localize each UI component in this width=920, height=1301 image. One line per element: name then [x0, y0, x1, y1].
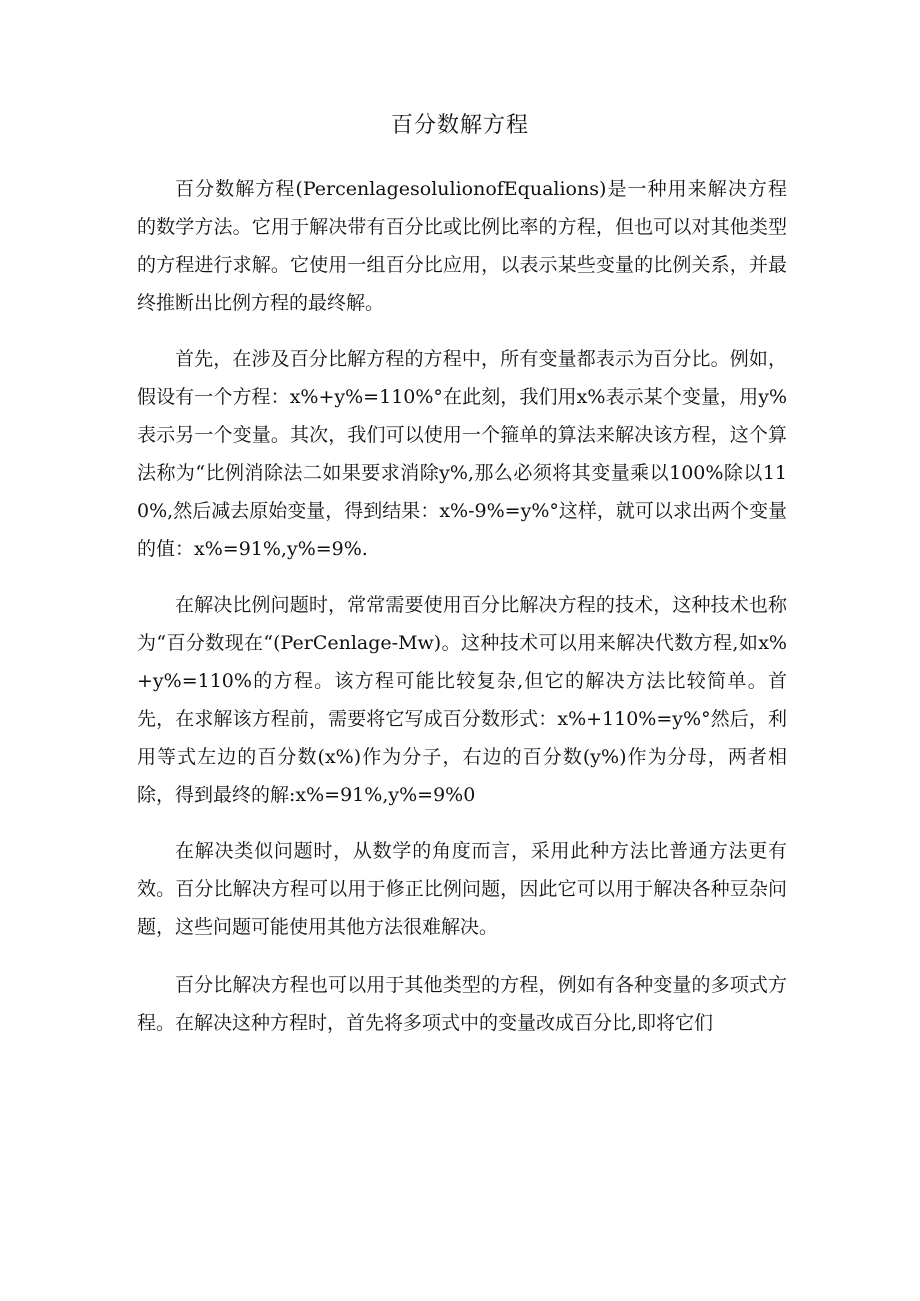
paragraph-2: 首先，在涉及百分比解方程的方程中，所有变量都表示为百分比。例如，假设有一个方程：x%+y%=110%°在此刻，我们用x%表示某个变量，用y%表示另一个变量。其次，我们可以使用一个箍单的算法来解决该方程，这个算法称为“比例消除法二如果要求消除y%,那么必须将其变量乘以100%除以110%,然后减去原始变量，得到结果：x%-9%=y%°这样，就可以求出两个变量的值：x%=91%,y%=9%.	[137, 348, 787, 560]
paragraph-4: 在解决类似问题时，从数学的角度而言，采用此种方法比普通方法更有效。百分比解决方程可以用于修正比例问题，因此它可以用于解决各种豆杂问题，这些问题可能使用其他方法很难解决。	[137, 840, 787, 938]
document-body	[137, 170, 787, 1042]
paragraph-3: 在解决比例问题时，常常需要使用百分比解决方程的技术，这种技术也称为“百分数现在“(PerCenlage-Mw)。这种技术可以用来解决代数方程,如x%+y%=110%的方程。该方程可能比较复杂,但它的解决方法比较简单。首先，在求解该方程前，需要将它写成百分数形式：x%+110%=y%°然后，利用等式左边的百分数(x%)作为分子，右边的百分数(y%)作为分母，两者相除，得到最终的解:x%=91%,y%=9%0	[137, 594, 787, 806]
paragraph-1: 百分数解方程(PercenlagesolulionofEqualions)是一种用来解决方程的数学方法。它用于解决带有百分比或比例比率的方程，但也可以对其他类型的方程进行求解。它使用一组百分比应用，以表示某些变量的比例关系，并最终推断出比例方程的最终解。	[137, 178, 787, 314]
paragraph-5: 百分比解决方程也可以用于其他类型的方程，例如有各种变量的多项式方程。在解决这种方程时，首先将多项式中的变量改成百分比,即将它们	[137, 974, 787, 1034]
document-title: 百分数解方程	[390, 113, 529, 138]
